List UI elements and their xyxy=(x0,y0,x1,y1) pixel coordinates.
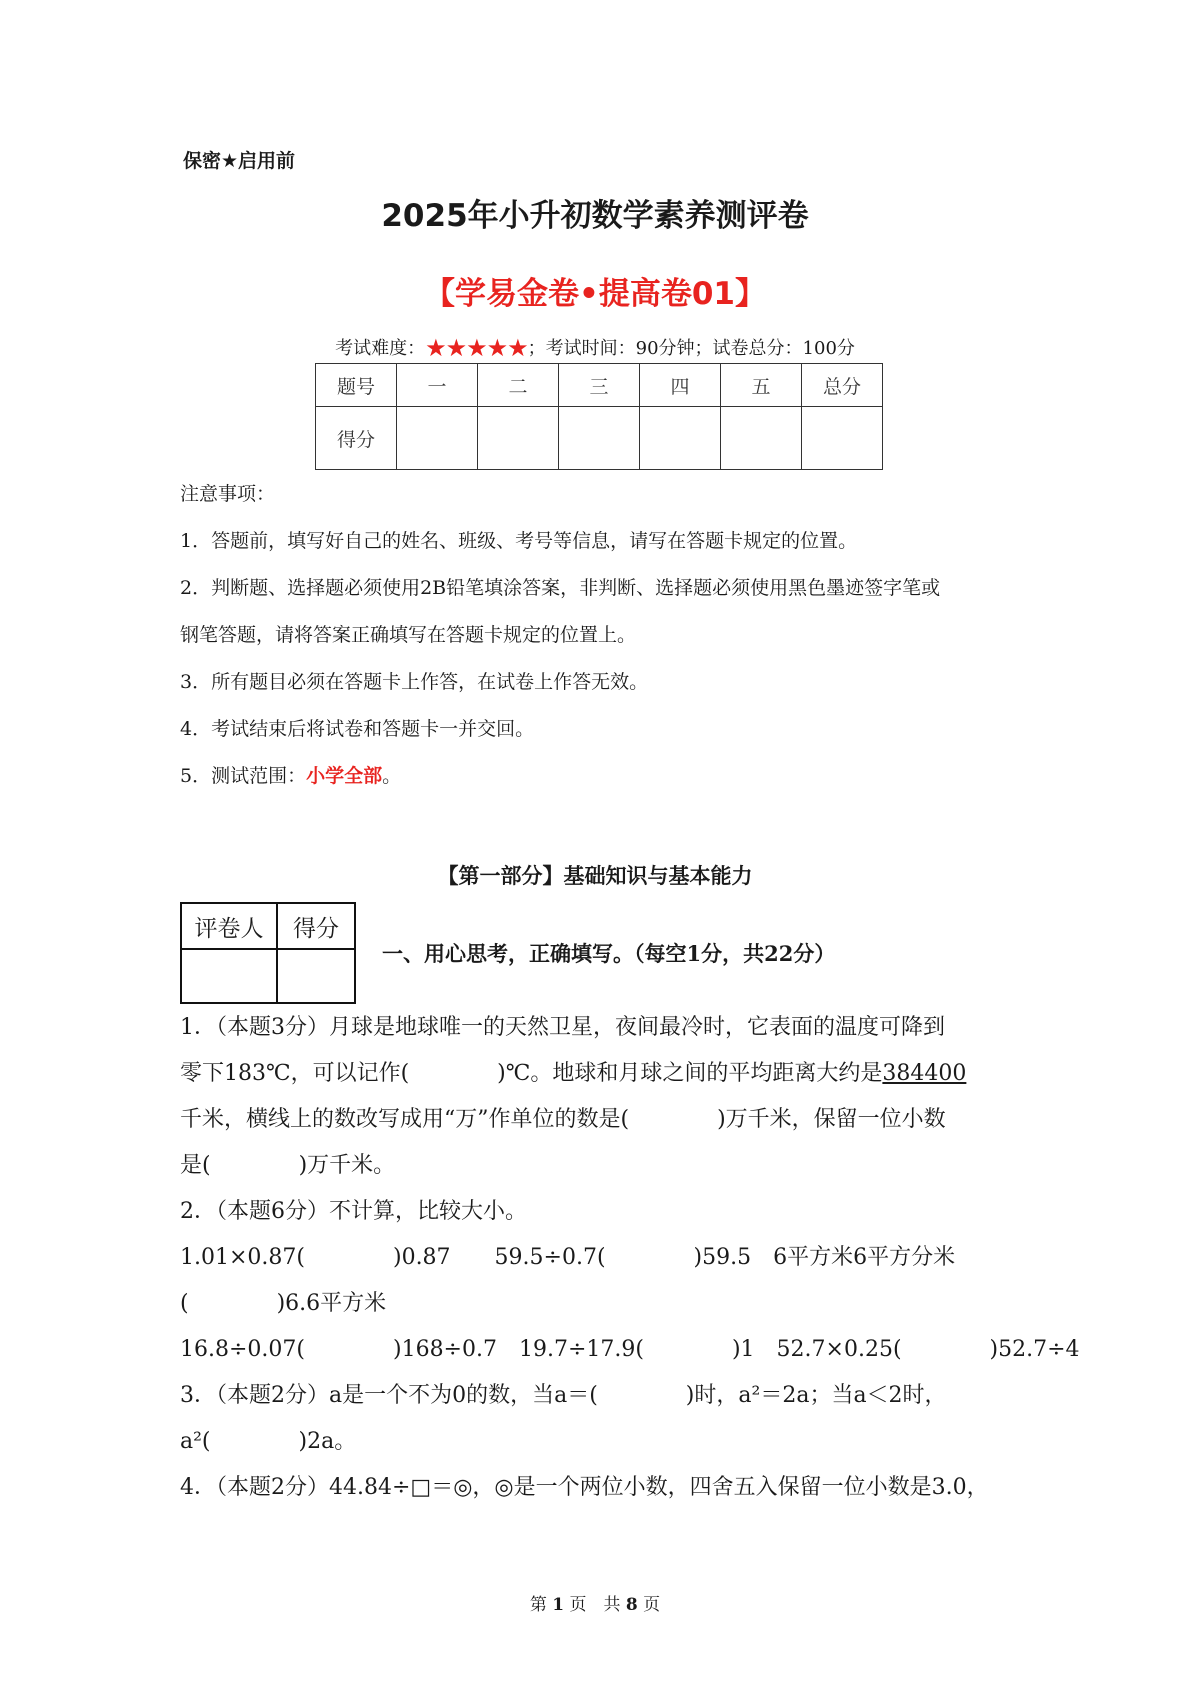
section-title: 一、用心思考，正确填写。（每空1分，共22分） xyxy=(382,941,836,966)
note-item: 3．所有题目必须在答题卡上作答，在试卷上作答无效。 xyxy=(180,671,649,693)
grader-table xyxy=(180,902,356,1004)
footer-suffix: 页 xyxy=(643,1595,661,1615)
question-line: 2．（本题6分）不计算，比较大小。 xyxy=(180,1199,527,1224)
score-header-cell: 一 xyxy=(397,364,478,407)
note-item: 2．判断题、选择题必须使用2B铅笔填涂答案，非判断、选择题必须使用黑色墨迹签字笔或 xyxy=(180,577,941,599)
exam-title: 2025年小升初数学素养测评卷 xyxy=(381,198,809,234)
score-cell xyxy=(802,407,883,470)
part-title: 【第一部分】基础知识与基本能力 xyxy=(437,864,753,888)
score-header-cell: 二 xyxy=(478,364,559,407)
footer-total-pages: 8 xyxy=(625,1595,638,1615)
score-table-score-row xyxy=(316,407,883,470)
question-line: 1.01×0.87( )0.87 59.5÷0.7( )59.5 6平方米6平方分米 xyxy=(180,1245,956,1270)
note-item: 钢笔答题，请将答案正确填写在答题卡规定的位置上。 xyxy=(180,624,637,646)
note-item: 1．答题前，填写好自己的姓名、班级、考号等信息，请写在答题卡规定的位置。 xyxy=(180,530,858,552)
question-text: 零下183℃，可以记作( )℃。地球和月球之间的平均距离大约是 xyxy=(180,1061,883,1086)
difficulty-stars-icon: ★★★★★ xyxy=(425,334,528,362)
grader-label: 评卷人 xyxy=(181,903,277,949)
notes-heading: 注意事项： xyxy=(180,483,276,505)
question-line: a²( )2a。 xyxy=(180,1429,357,1454)
grader-blank-row xyxy=(181,949,355,1003)
confidential-mark: 保密★启用前 xyxy=(183,150,296,172)
grader-blank-cell xyxy=(181,949,277,1003)
score-cell xyxy=(640,407,721,470)
scope-suffix: 。 xyxy=(382,765,402,787)
exam-info xyxy=(0,334,1190,362)
score-cell xyxy=(397,407,478,470)
score-header-cell: 四 xyxy=(640,364,721,407)
underlined-number: 384400 xyxy=(882,1061,967,1086)
grader-blank-cell xyxy=(277,949,355,1003)
question-line: ( )6.6平方米 xyxy=(180,1291,387,1316)
scope-value: 小学全部 xyxy=(306,765,383,787)
score-table xyxy=(315,363,883,470)
question-line xyxy=(180,1056,966,1087)
footer-page-number: 1 xyxy=(552,1595,565,1615)
score-cell xyxy=(478,407,559,470)
question-line: 4．（本题2分）44.84÷□＝◎，◎是一个两位小数，四舍五入保留一位小数是3.0， xyxy=(180,1475,989,1500)
score-header-cell: 总分 xyxy=(802,364,883,407)
score-header-cell: 五 xyxy=(721,364,802,407)
score-row-label: 得分 xyxy=(316,407,397,470)
grader-score-label: 得分 xyxy=(277,903,355,949)
note-item-scope xyxy=(180,761,401,788)
grader-header-row xyxy=(181,903,355,949)
difficulty-label: 考试难度： xyxy=(335,338,426,359)
footer-middle: 页 共 xyxy=(569,1595,621,1615)
question-line: 千米，横线上的数改写成用“万”作单位的数是( )万千米，保留一位小数 xyxy=(180,1107,946,1132)
footer-prefix: 第 xyxy=(529,1595,547,1615)
question-line: 1．（本题3分）月球是地球唯一的天然卫星，夜间最冷时，它表面的温度可降到 xyxy=(180,1015,945,1040)
question-line: 16.8÷0.07( )168÷0.7 19.7÷17.9( )1 52.7×0.25( )52.7÷4 xyxy=(180,1337,1080,1362)
score-table-header-row xyxy=(316,364,883,407)
score-cell xyxy=(721,407,802,470)
note-item: 4．考试结束后将试卷和答题卡一并交回。 xyxy=(180,718,535,740)
exam-subtitle: 【学易金卷•提高卷01】 xyxy=(424,276,766,312)
question-line: 3．（本题2分）a是一个不为0的数，当a＝( )时，a²＝2a；当a＜2时， xyxy=(180,1383,947,1408)
question-line: 是( )万千米。 xyxy=(180,1153,396,1178)
time-and-score: ；考试时间：90分钟；试卷总分：100分 xyxy=(527,338,855,359)
score-header-cell: 三 xyxy=(559,364,640,407)
page-footer xyxy=(0,1590,1190,1615)
score-header-cell: 题号 xyxy=(316,364,397,407)
scope-prefix: 5．测试范围： xyxy=(180,765,307,787)
score-cell xyxy=(559,407,640,470)
